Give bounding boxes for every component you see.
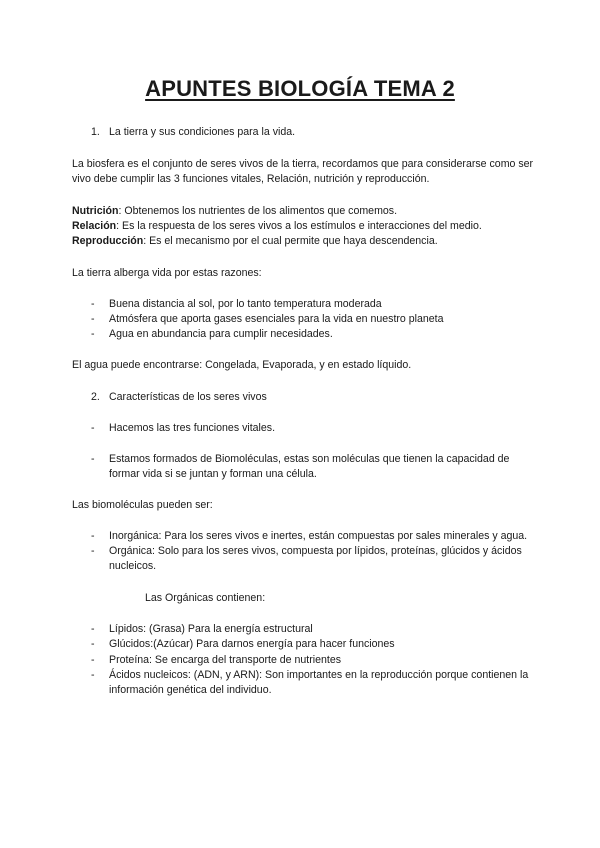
bullet-dash: - [91,623,95,635]
page-title: APUNTES BIOLOGÍA TEMA 2 [145,76,455,101]
definition-term: Relación [72,220,117,232]
water-line: El agua puede encontrarse: Congelada, Evaporada, y en estado líquido. [72,359,412,371]
bullet-dash: - [91,654,95,666]
trait-item-line-1: Estamos formados de Biomoléculas, estas son moléculas que tienen la capacidad de [109,453,510,465]
biomolecule-organic-line-2: nucleicos. [109,560,157,572]
reason-item: Agua en abundancia para cumplir necesidades. [109,328,333,340]
organic-contains-heading: Las Orgánicas contienen: [145,592,266,604]
organic-item-nucleic-line-1: Ácidos nucleicos: (ADN, y ARN): Son importantes en la reproducción porque contienen la [109,669,529,681]
bullet-dash: - [91,453,95,465]
biomolecule-organic-line-1: Orgánica: Solo para los seres vivos, compuesta por lípidos, proteínas, glúcidos y ácidos [109,545,522,557]
biomolecule-inorganic: Inorgánica: Para los seres vivos e inertes, están compuestas por sales minerales y agua. [109,530,528,542]
bullet-dash: - [91,669,95,681]
definition-text: : Es el mecanismo por el cual permite que haya descendencia. [143,235,438,247]
bullet-dash: - [91,422,95,434]
section-1-number: 1. [91,126,100,138]
organic-item-lipids: Lípidos: (Grasa) Para la energía estructural [109,623,313,635]
organic-item-nucleic-line-2: información genética del individuo. [109,684,272,696]
section-1-heading: La tierra y sus condiciones para la vida. [109,126,296,138]
definition-term: Nutrición [72,205,119,217]
reason-item: Atmósfera que aporta gases esenciales para la vida en nuestro planeta [109,313,444,325]
section-2-number: 2. [91,391,100,403]
definition-relacion [72,219,482,235]
definition-text: : Obtenemos los nutrientes de los alimentos que comemos. [118,205,398,217]
reasons-intro: La tierra alberga vida por estas razones: [72,267,262,279]
intro-line-1: La biosfera es el conjunto de seres vivos de la tierra, recordamos que para considerarse como ser [72,158,534,170]
trait-item-line-2: formar vida si se juntan y forman una célula. [109,468,317,480]
bullet-dash: - [91,313,95,325]
trait-item: Hacemos las tres funciones vitales. [109,422,276,434]
definition-reproduccion [72,234,438,250]
definition-nutricion [72,204,397,220]
organic-item-protein: Proteína: Se encarga del transporte de nutrientes [109,654,342,666]
intro-line-2: vivo debe cumplir las 3 funciones vitales, Relación, nutrición y reproducción. [72,173,430,185]
section-2-heading: Características de los seres vivos [109,391,267,403]
reason-item: Buena distancia al sol, por lo tanto temperatura moderada [109,298,382,310]
definition-text: : Es la respuesta de los seres vivos a los estímulos e interacciones del medio. [116,220,482,232]
bullet-dash: - [91,328,95,340]
bullet-dash: - [91,530,95,542]
definition-term: Reproducción [72,235,144,247]
bullet-dash: - [91,298,95,310]
bullet-dash: - [91,545,95,557]
biomolecules-intro: Las biomoléculas pueden ser: [72,499,213,511]
bullet-dash: - [91,638,95,650]
organic-item-glucids: Glúcidos:(Azúcar) Para darnos energía para hacer funciones [109,638,395,650]
